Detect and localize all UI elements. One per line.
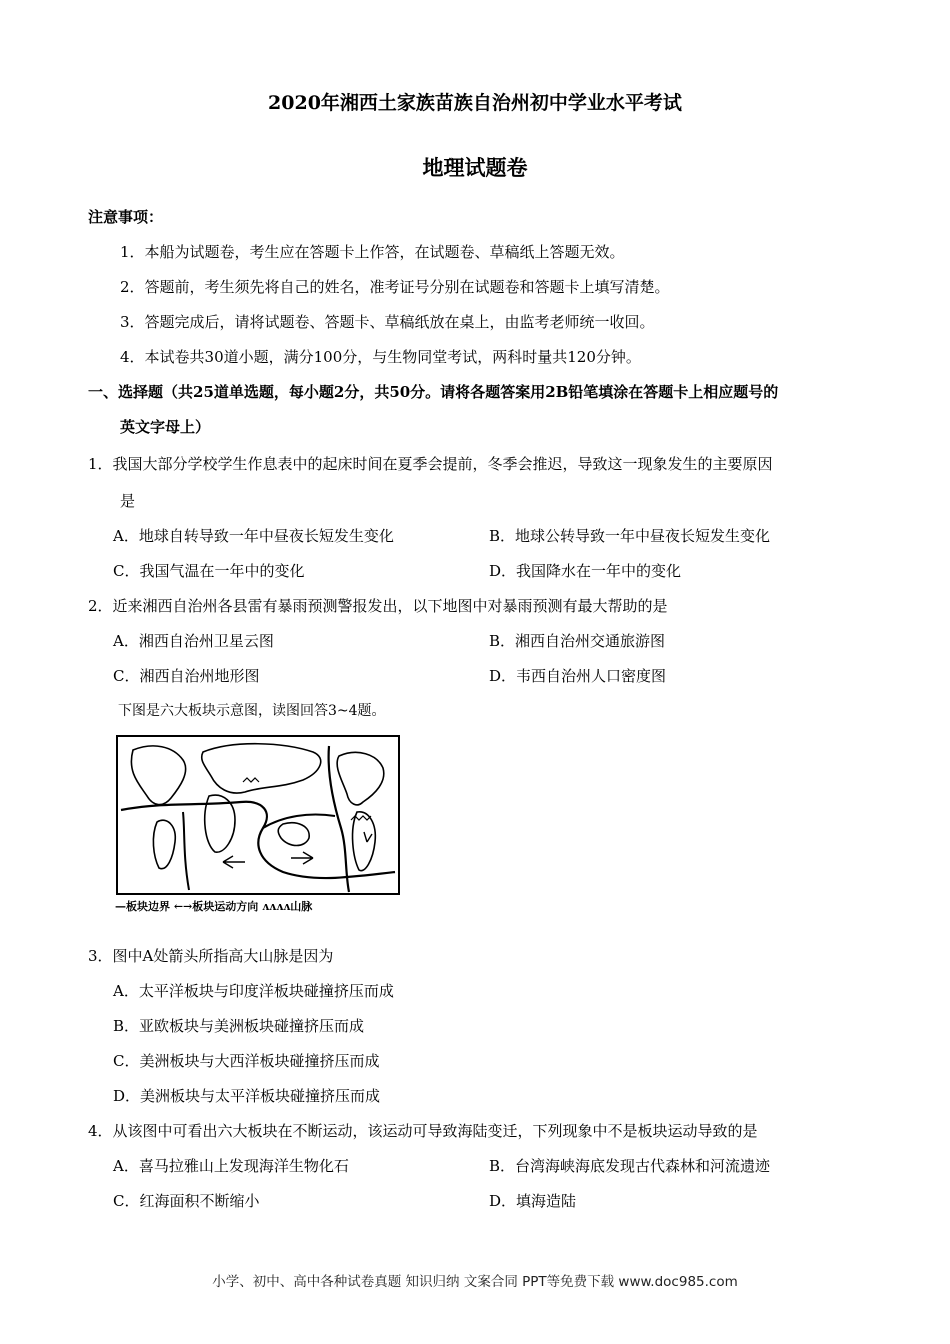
question-3-stem: 3．图中A处箭头所指高大山脉是因为 (88, 947, 334, 965)
question-1-stem: 1．我国大部分学校学生作息表中的起床时间在夏季会提前，冬季会推迟，导致这一现象发生的主要原因 (88, 455, 773, 473)
section-heading-cont: 英文字母上） (120, 418, 211, 436)
question-1-option-c: C．我国气温在一年中的变化 (113, 562, 305, 580)
notice-item: 3．答题完成后，请将试题卷、答题卡、草稿纸放在桌上，由监考老师统一收回。 (120, 313, 655, 331)
section-heading: 一、选择题（共25道单选题，每小题2分，共50分。请将各题答案用2B铅笔填涂在答题卡上相应题号的 (88, 383, 779, 401)
question-3-option-d: D．美洲板块与太平洋板块碰撞挤压而成 (113, 1087, 381, 1105)
notice-item: 1．本船为试题卷，考生应在答题卡上作答，在试题卷、草稿纸上答题无效。 (120, 243, 625, 261)
question-2-stem: 2．近来湘西自治州各县雷有暴雨预测警报发出，以下地图中对暴雨预测有最大帮助的是 (88, 597, 668, 615)
question-4-option-d: D．填海造陆 (489, 1192, 577, 1210)
question-4-option-b: B．台湾海峡海底发现古代森林和河流遗迹 (489, 1157, 771, 1175)
question-4-option-a: A．喜马拉雅山上发现海洋生物化石 (113, 1157, 349, 1175)
question-4-option-c: C．红海面积不断缩小 (113, 1192, 260, 1210)
exam-subtitle: 地理试题卷 (422, 155, 528, 180)
plate-tectonics-map (113, 732, 403, 914)
question-4-stem: 4．从该图中可看出六大板块在不断运动，该运动可导致海陆变迁，下列现象中不是板块运动导致的是 (88, 1122, 758, 1140)
question-2-option-d: D．韦西自治州人口密度图 (489, 667, 667, 685)
exam-title: 2020年湘西土家族苗族自治州初中学业水平考试 (268, 92, 682, 114)
question-1-option-d: D．我国降水在一年中的变化 (489, 562, 682, 580)
question-3-option-a: A．太平洋板块与印度洋板块碰撞挤压而成 (113, 982, 394, 1000)
question-2-option-b: B．湘西自治州交通旅游图 (489, 632, 666, 650)
question-3-option-c: C．美洲板块与大西洋板块碰撞挤压而成 (113, 1052, 380, 1070)
footer-watermark: 小学、初中、高中各种试卷真题 知识归纳 文案合同 PPT等免费下载 www.doc985.com (212, 1274, 738, 1290)
question-1-option-a: A．地球自转导致一年中昼夜长短发生变化 (113, 527, 394, 545)
question-1-option-b: B．地球公转导致一年中昼夜长短发生变化 (489, 527, 771, 545)
question-2-option-c: C．湘西自治州地形图 (113, 667, 260, 685)
plate-map-image (113, 732, 403, 914)
question-2-option-a: A．湘西自治州卫星云图 (113, 632, 274, 650)
notice-heading: 注意事项： (88, 208, 164, 226)
map-legend: —板块边界 ←→板块运动方向 ᴧᴧᴧᴧ山脉 (115, 900, 313, 913)
question-1-stem-cont: 是 (120, 492, 136, 510)
notice-item: 4．本试卷共30道小题，满分100分，与生物同堂考试，两科时量共120分钟。 (120, 348, 641, 366)
notice-item: 2．答题前，考生须先将自己的姓名，准考证号分别在试题卷和答题卡上填写清楚。 (120, 278, 670, 296)
map-intro: 下图是六大板块示意图，读图回答3~4题。 (118, 703, 386, 719)
question-3-option-b: B．亚欧板块与美洲板块碰撞挤压而成 (113, 1017, 365, 1035)
